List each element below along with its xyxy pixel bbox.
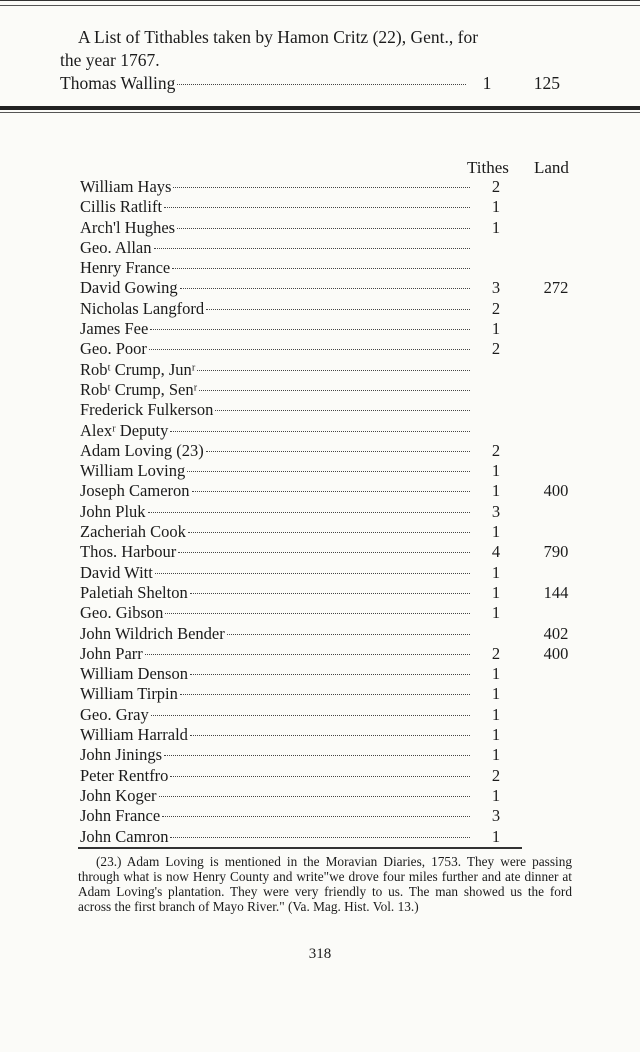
heading-line-1: A List of Tithables taken by Hamon Critz (22), Gent., for <box>78 27 479 47</box>
previous-entry-tithes: 1 <box>482 73 492 93</box>
table-row <box>80 624 600 644</box>
tithable-name: Geo. Allan <box>80 237 152 257</box>
leader-dots <box>206 309 470 310</box>
leader-dots <box>180 694 470 695</box>
leader-dots <box>154 248 471 249</box>
leader-dots <box>227 634 470 635</box>
tithable-name: Geo. Poor <box>80 339 147 359</box>
tithable-name: David Gowing <box>80 278 178 298</box>
tithable-name: Adam Loving (23) <box>80 440 204 460</box>
tithable-name: William Hays <box>80 177 172 196</box>
tithes-value: 2 <box>491 177 501 196</box>
tithable-name: William Tirpin <box>80 684 178 704</box>
table-row <box>80 705 600 725</box>
leader-dots <box>199 390 470 391</box>
tithable-name: Henry France <box>80 258 171 278</box>
table-row <box>80 400 600 420</box>
leader-dots <box>192 491 470 492</box>
tithable-name: John Jinings <box>80 745 163 765</box>
column-header-tithes: Tithes <box>467 158 509 177</box>
tithes-value: 1 <box>491 664 501 684</box>
leader-dots <box>164 207 470 208</box>
table-row <box>80 481 600 501</box>
tithes-value: 1 <box>491 217 501 237</box>
column-header-land: Land <box>534 158 569 177</box>
name-cell <box>80 197 476 217</box>
tithable-name: James Fee <box>80 319 149 339</box>
tithes-value: 2 <box>491 339 501 359</box>
footnote-text: (23.) Adam Loving is mentioned in the Moravian Diaries, 1753. They were passing through what is now Henry County and write"we drove four miles further and ate dinner at Adam Loving's plantation. They were very friendly to us. The man showed us the ford across the first branch of Mayo River." (Va. Mag. Hist. Vol. 13.) <box>78 854 572 914</box>
leader-dots <box>177 228 470 229</box>
tithable-name: David Witt <box>80 562 153 582</box>
name-cell <box>80 278 476 298</box>
tithes-value: 1 <box>491 481 501 501</box>
name-cell <box>80 705 476 725</box>
top-rule <box>0 0 640 6</box>
land-value: 402 <box>543 623 569 643</box>
leader-dots <box>215 410 470 411</box>
tithes-value: 1 <box>491 461 501 481</box>
name-cell <box>80 218 476 238</box>
leader-dots <box>148 512 470 513</box>
table-row <box>80 441 600 461</box>
name-cell <box>80 502 476 522</box>
name-cell <box>80 380 476 400</box>
tithable-name: Geo. Gibson <box>80 603 164 623</box>
leader-dots <box>187 471 470 472</box>
table-row <box>80 319 600 339</box>
tithable-name: Peter Rentfro <box>80 765 169 785</box>
table-row <box>80 522 600 542</box>
name-cell <box>80 421 476 441</box>
tithable-name: Paletiah Shelton <box>80 582 188 602</box>
list-heading <box>60 26 590 72</box>
leader-dots <box>190 735 470 736</box>
tithes-value: 1 <box>491 603 501 623</box>
table-row <box>80 461 600 481</box>
leader-dots <box>151 715 470 716</box>
tithable-name: Arch'l Hughes <box>80 217 176 237</box>
name-cell <box>80 725 476 745</box>
previous-entry-name: Thomas Walling <box>60 73 176 93</box>
tithable-name: John Wildrich Bender <box>80 623 225 643</box>
leader-dots <box>165 613 470 614</box>
leader-dots <box>155 573 470 574</box>
tithes-value: 1 <box>491 684 501 704</box>
table-row <box>80 380 600 400</box>
leader-dots <box>170 776 470 777</box>
table-row <box>80 218 600 238</box>
tithable-name: William Denson <box>80 664 188 684</box>
tithes-value: 1 <box>491 197 501 217</box>
name-cell <box>80 603 476 623</box>
name-cell <box>80 644 476 664</box>
table-row <box>80 339 600 359</box>
name-cell <box>80 827 476 847</box>
tithable-name: John Camron <box>80 826 169 846</box>
table-row <box>80 177 600 197</box>
table-row <box>80 197 600 217</box>
table-row <box>80 684 600 704</box>
previous-entry-land: 125 <box>533 73 560 93</box>
name-cell <box>80 563 476 583</box>
tithable-name: Robᵗ Crump, Senʳ <box>80 379 198 399</box>
previous-entry-row <box>60 73 560 97</box>
table-row <box>80 563 600 583</box>
name-cell <box>80 522 476 542</box>
list-end-rule <box>78 847 522 849</box>
tithes-value: 3 <box>491 278 501 298</box>
name-cell <box>80 745 476 765</box>
leader-dots <box>162 816 470 817</box>
table-row <box>80 583 600 603</box>
table-row <box>80 238 600 258</box>
leader-dots <box>190 674 470 675</box>
leader-dots <box>197 370 470 371</box>
footnote <box>78 854 572 914</box>
tithable-name: William Harrald <box>80 725 188 745</box>
tithes-value: 3 <box>491 806 501 826</box>
tithable-name: Frederick Fulkerson <box>80 400 214 420</box>
tithes-value: 1 <box>491 562 501 582</box>
leader-dots <box>150 329 470 330</box>
name-cell <box>80 664 476 684</box>
name-cell <box>80 177 476 197</box>
tithes-value: 2 <box>491 298 501 318</box>
leader-dots <box>172 268 470 269</box>
tithes-value: 3 <box>491 501 501 521</box>
page-number: 318 <box>308 946 332 962</box>
tithable-name: John Koger <box>80 785 157 805</box>
table-row <box>80 502 600 522</box>
table-row <box>80 827 600 847</box>
name-cell <box>80 400 476 420</box>
name-cell <box>80 786 476 806</box>
table-row <box>80 360 600 380</box>
leader-dots <box>159 796 470 797</box>
leader-dots <box>206 451 470 452</box>
name-cell <box>80 360 476 380</box>
leader-dots <box>177 84 466 85</box>
name-cell <box>80 481 476 501</box>
land-value: 144 <box>543 582 569 602</box>
tithable-name: Geo. Gray <box>80 704 149 724</box>
table-row <box>80 766 600 786</box>
tithable-name: John Parr <box>80 643 143 663</box>
land-value: 400 <box>543 643 569 663</box>
tithable-name: William Loving <box>80 461 186 481</box>
tithes-value: 1 <box>491 745 501 765</box>
name-cell <box>80 684 476 704</box>
tithes-value: 1 <box>491 582 501 602</box>
leader-dots <box>178 552 470 553</box>
table-row <box>80 725 600 745</box>
land-value: 790 <box>543 542 569 562</box>
tithable-name: John Pluk <box>80 501 146 521</box>
name-cell <box>80 624 476 644</box>
table-row <box>80 421 600 441</box>
tithes-value: 2 <box>491 643 501 663</box>
tithes-value: 1 <box>491 725 501 745</box>
table-row <box>80 278 600 298</box>
tithes-value: 1 <box>491 826 501 846</box>
tithable-name: John France <box>80 806 161 826</box>
land-value: 400 <box>543 481 569 501</box>
leader-dots <box>188 532 470 533</box>
table-row <box>80 786 600 806</box>
name-cell <box>80 542 476 562</box>
table-row <box>80 644 600 664</box>
leader-dots <box>145 654 470 655</box>
leader-dots <box>190 593 470 594</box>
name-cell <box>80 583 476 603</box>
leader-dots <box>170 431 470 432</box>
name-cell <box>80 441 476 461</box>
tithable-name: Alexʳ Deputy <box>80 420 169 440</box>
name-cell <box>80 299 476 319</box>
name-cell <box>80 319 476 339</box>
table-row <box>80 299 600 319</box>
leader-dots <box>164 755 470 756</box>
tithable-name: Thos. Harbour <box>80 542 177 562</box>
table-row <box>80 258 600 278</box>
name-cell <box>80 766 476 786</box>
tithable-name: Nicholas Langford <box>80 298 205 318</box>
tithes-value: 4 <box>491 542 501 562</box>
table-row <box>80 542 600 562</box>
name-cell <box>80 258 476 278</box>
leader-dots <box>149 349 470 350</box>
leader-dots <box>170 837 470 838</box>
tithable-name: Cillis Ratlift <box>80 197 163 217</box>
tithes-value: 2 <box>491 440 501 460</box>
table-row <box>80 603 600 623</box>
table-row <box>80 664 600 684</box>
tithes-value: 2 <box>491 765 501 785</box>
land-value: 272 <box>543 278 569 298</box>
tithes-value: 1 <box>491 522 501 542</box>
tithable-name: Zacheriah Cook <box>80 522 186 542</box>
heading-line-2: the year 1767. <box>60 50 160 70</box>
tithable-name: Robᵗ Crump, Junʳ <box>80 359 196 379</box>
tithables-list <box>80 177 600 847</box>
tithes-value: 1 <box>491 785 501 805</box>
name-cell <box>80 461 476 481</box>
name-cell <box>80 238 476 258</box>
tithes-value: 1 <box>491 704 501 724</box>
leader-dots <box>180 288 470 289</box>
name-cell <box>80 339 476 359</box>
page-divider-thin <box>0 112 640 113</box>
tithes-value: 1 <box>491 319 501 339</box>
leader-dots <box>173 187 470 188</box>
table-row <box>80 806 600 826</box>
tithable-name: Joseph Cameron <box>80 481 190 501</box>
name-cell <box>80 806 476 826</box>
table-row <box>80 745 600 765</box>
page-divider-thick <box>0 106 640 110</box>
